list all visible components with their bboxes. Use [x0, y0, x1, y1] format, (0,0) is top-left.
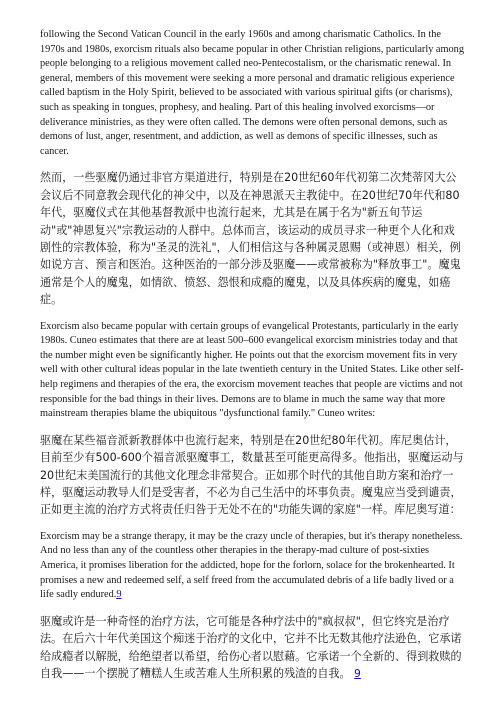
paragraph-zh-1	[40, 169, 465, 308]
paragraph-zh-2	[40, 432, 465, 519]
paragraph-en-2	[40, 320, 465, 422]
footnote-link[interactable]: 9	[116, 589, 122, 601]
paragraph-text: following the Second Vatican Council in the early 1960s and among charismatic Catholics. In the 1970s and 1980s, exorcism rituals also became popular in other Christian religions, particularly among people belonging to a religious movement called neo-Pentecostalism, or the charismatic renewal. In general, members of this movement were seeking a more personal and dramatic religious experience called baptism in the Holy Spirit, believed to be associated with various spiritual gifts (or charisms), such as speaking in tongues, prophesy, and healing. Part of this healing involved exorcisms—or deliverance ministries, as they were often called. The demons were often personal demons, such as demons of lust, anger, resentment, and addiction, as well as demons of specific illnesses, such as cancer.	[40, 29, 464, 157]
paragraph-en-3	[40, 530, 465, 603]
footnote-link[interactable]: 9	[354, 667, 361, 680]
paragraph-zh-3	[40, 613, 465, 684]
paragraph-text: 驱魔或许是一种奇怪的治疗方法，它可能是各种疗法中的"疯叔叔"，但它终究是治疗法。在后六十年代美国这个痴迷于治疗的文化中，它并不比无数其他疗法逊色，它承诺给成瘾者以解脱，给绝望者以希望，给伤心者以慰藉。它承诺一个全新的、得到救赎的自我——一个摆脱了糟糕人生或苦难人生所积累的残渣的自我。	[40, 614, 462, 680]
paragraph-text: Exorcism may be a strange therapy, it may be the crazy uncle of therapies, but it's therapy nonetheless. And no less than any of the countless other therapies in the therapy-mad culture of post-sixties America, it promises liberation for the addicted, hope for the forlorn, solace for the brokenhearted. It promises a new and redeemed self, a self freed from the accumulated debris of a life badly lived or a life sadly endured.	[40, 530, 463, 601]
document-page	[40, 28, 465, 694]
paragraph-text: 然而，一些驱魔仍通过非官方渠道进行，特别是在20世纪60年代初第二次梵蒂冈大公会议后不同意教会现代化的神父中，以及在神恩派天主教徒中。在20世纪70年代和80年代，驱魔仪式在其他基督教派中也流行起来，尤其是在属于名为"新五旬节运动"或"神恩复兴"宗教运动的人群中。总体而言，该运动的成员寻求一种更个人化和戏剧性的宗教体验，称为"圣灵的洗礼"，人们相信这与各种属灵恩赐（或神恩）相关，例如说方言、预言和医治。这种医治的一部分涉及驱魔——或常被称为"释放事工"。魔鬼通常是个人的魔鬼，如情欲、愤怒、怨恨和成瘾的魔鬼，以及具体疾病的魔鬼，如癌症。	[40, 171, 461, 307]
paragraph-text: Exorcism also became popular with certain groups of evangelical Protestants, particularly in the early 1980s. Cuneo estimates that there are at least 500–600 evangelical exorcism ministries today and that the number might even be significantly higher. He points out that the exorcism movement fits in very well with other cultural ideas popular in the late twentieth century in the United States. Like other self-help regimens and therapies of the era, the exorcism movement teaches that people are victims and not responsible for the bad things in their lives. Demons are to blame in much the same way that more mainstream therapies blame the ubiquitous "dysfunctional family." Cuneo writes:	[40, 320, 464, 420]
paragraph-en-1	[40, 28, 465, 159]
paragraph-text: 驱魔在某些福音派新教群体中也流行起来，特别是在20世纪80年代初。库尼奥估计，目前至少有500-600个福音派驱魔事工，数量甚至可能更高得多。他指出，驱魔运动与20世纪末美国流行的其他文化理念非常契合。正如那个时代的其他自助方案和治疗一样，驱魔运动教导人们是受害者，不必为自己生活中的坏事负责。魔鬼应当受到谴责，正如更主流的治疗方式将责任归咎于无处不在的"功能失调的家庭"一样。库尼奥写道：	[40, 433, 464, 517]
